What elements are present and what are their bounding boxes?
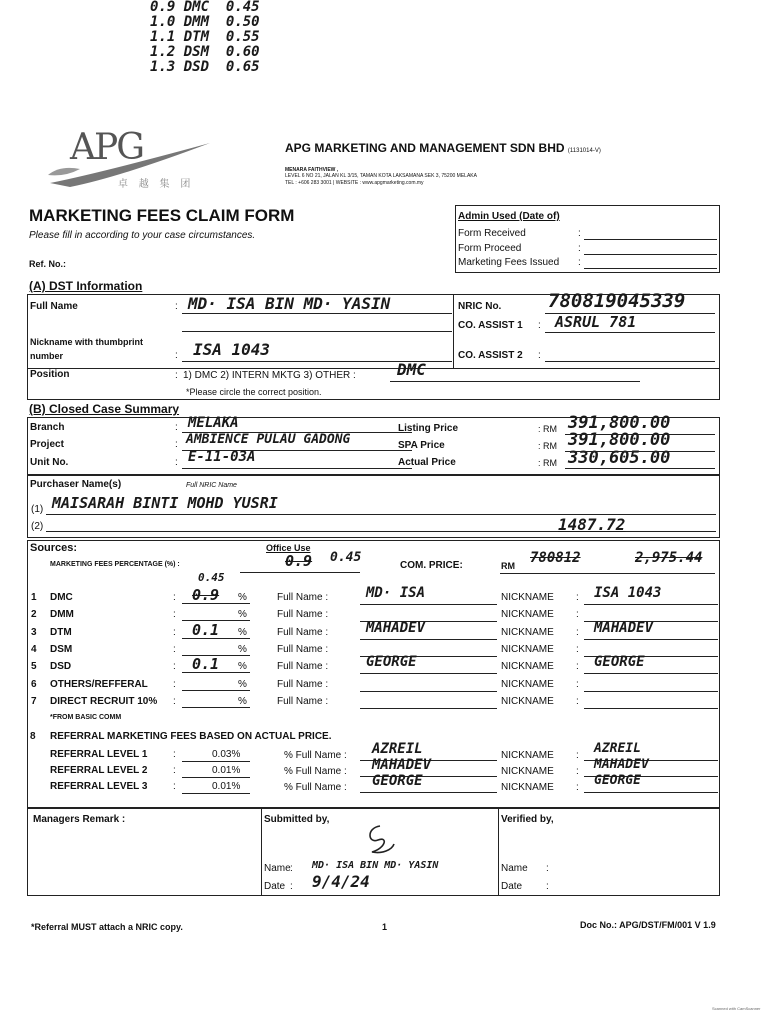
source-fullname-label: Full Name : bbox=[277, 592, 329, 603]
pct-sign: % bbox=[238, 609, 247, 620]
full-name-value: MD· ISA BIN MD· YASIN bbox=[188, 294, 391, 313]
top-notes bbox=[150, 0, 260, 75]
source-fullname-value: MD· ISA bbox=[366, 585, 426, 601]
purchaser-2-label: (2) bbox=[31, 521, 44, 532]
source-role: DSM bbox=[50, 644, 73, 655]
admin-fees-issued: Marketing Fees Issued bbox=[458, 257, 560, 268]
co-assist-2-label: CO. ASSIST 2 bbox=[458, 350, 523, 361]
pct-sign: % bbox=[238, 696, 247, 707]
nickname-label: Nickname with thumbprint number bbox=[30, 337, 144, 361]
source-number: 1 bbox=[31, 592, 37, 603]
rm-label: RM bbox=[543, 441, 558, 451]
nric-value: 780819045339 bbox=[548, 290, 686, 312]
purchaser-1-label: (1) bbox=[31, 504, 44, 515]
referral-nickname-value: AZREIL bbox=[594, 741, 641, 756]
referral-fullname-label: % Full Name : bbox=[284, 766, 347, 777]
com-price-label: COM. PRICE: bbox=[400, 560, 463, 571]
basic-comm-note: *FROM BASIC COMM bbox=[50, 714, 122, 721]
nickname-value: ISA 1043 bbox=[193, 340, 271, 359]
source-fullname-value: GEORGE bbox=[366, 654, 417, 670]
actual-price-label: Actual Price bbox=[398, 457, 456, 468]
submitted-date-value: 9/4/24 bbox=[312, 872, 370, 891]
source-number: 7 bbox=[31, 696, 37, 707]
project-value: AMBIENCE PULAU GADONG bbox=[186, 432, 351, 447]
unit-label: Unit No. bbox=[30, 457, 69, 468]
source-nickname-label: NICKNAME bbox=[501, 679, 554, 690]
source-pct-value: 0.1 bbox=[192, 621, 220, 639]
source-nickname-label: NICKNAME bbox=[501, 627, 554, 638]
com-price-new: 2,975.44 bbox=[635, 550, 703, 566]
company-name: APG MARKETING AND MANAGEMENT SDN BHD (1131014-V) bbox=[285, 141, 601, 155]
company-address-2: LEVEL 6 NO 21, JALAN KL 3/15, TAMAN KOTA LAKSAMANA SEK 3, 75200 MELAKA bbox=[285, 173, 477, 179]
top-note-line: 1.3 DSD 0.65 bbox=[150, 59, 260, 75]
verified-by-label: Verified by, bbox=[501, 814, 554, 825]
office-use-label: Office Use bbox=[266, 543, 311, 553]
co-assist-1-value: ASRUL 781 bbox=[555, 313, 637, 331]
unit-value: E-11-03A bbox=[188, 449, 256, 465]
referral-fullname-value: GEORGE bbox=[372, 773, 423, 789]
spa-price-label: SPA Price bbox=[398, 440, 445, 451]
source-pct-value: 0.9 bbox=[192, 586, 220, 604]
pct-old-value: 0.9 bbox=[285, 552, 313, 570]
admin-form-received: Form Received bbox=[458, 228, 526, 239]
verified-date-label: Date bbox=[501, 881, 523, 892]
pct-label: MARKETING FEES PERCENTAGE (%) : bbox=[50, 561, 180, 568]
spa-price-value: 391,800.00 bbox=[568, 430, 671, 450]
submitted-date-label: Date bbox=[264, 881, 286, 892]
source-number: 3 bbox=[31, 627, 37, 638]
admin-title: Admin Used (Date of) bbox=[458, 211, 560, 222]
submitted-name-value: MD· ISA BIN MD· YASIN bbox=[312, 860, 439, 871]
source-number: 6 bbox=[31, 679, 37, 690]
pct-under-value: 0.45 bbox=[198, 571, 225, 584]
referral-fullname-label: % Full Name : bbox=[284, 782, 347, 793]
signature-icon bbox=[360, 820, 400, 860]
page-number: 1 bbox=[382, 922, 388, 932]
source-nickname-label: NICKNAME bbox=[501, 592, 554, 603]
source-fullname-label: Full Name : bbox=[277, 609, 329, 620]
pct-new-value: 0.45 bbox=[330, 550, 362, 565]
referral-pct-value: 0.01% bbox=[212, 765, 241, 776]
rm-label: RM bbox=[543, 458, 558, 468]
source-role: DMC bbox=[50, 592, 73, 603]
referral-level-label: REFERRAL LEVEL 1 bbox=[50, 749, 148, 760]
footer-note: *Referral MUST attach a NRIC copy. bbox=[31, 922, 183, 932]
dst-heading: (A) DST Information bbox=[29, 279, 143, 293]
actual-price-value: 330,605.00 bbox=[568, 448, 671, 468]
submitted-by-label: Submitted by, bbox=[264, 814, 330, 825]
top-note-line: 0.9 DMC 0.45 bbox=[150, 0, 260, 15]
managers-remark-label: Managers Remark : bbox=[33, 814, 126, 825]
source-nickname-label: NICKNAME bbox=[501, 661, 554, 672]
referral-pct-value: 0.03% bbox=[212, 749, 241, 760]
referral-nickname-value: MAHADEV bbox=[594, 757, 649, 772]
company-address-1: MENARA FAITHVIEW , bbox=[285, 167, 339, 173]
project-label: Project bbox=[30, 439, 64, 450]
referral-nickname-label: NICKNAME bbox=[501, 750, 554, 761]
source-role: DIRECT RECRUIT 10% bbox=[50, 696, 158, 707]
position-options: 1) DMC 2) INTERN MKTG 3) OTHER : bbox=[183, 370, 356, 381]
verified-name-label: Name bbox=[501, 863, 528, 874]
referral-fullname-value: MAHADEV bbox=[372, 757, 432, 773]
source-nickname-value: GEORGE bbox=[594, 654, 645, 670]
referral-level-label: REFERRAL LEVEL 3 bbox=[50, 781, 148, 792]
source-nickname-label: NICKNAME bbox=[501, 644, 554, 655]
top-note-line: 1.2 DSM 0.60 bbox=[150, 44, 260, 60]
source-fullname-label: Full Name : bbox=[277, 627, 329, 638]
source-fullname-value: MAHADEV bbox=[366, 620, 426, 636]
source-role: DSD bbox=[50, 661, 72, 672]
admin-box: Admin Used (Date of) Form Received Form Proceed Marketing Fees Issued : : : bbox=[455, 205, 720, 273]
purchaser-label: Purchaser Name(s) bbox=[30, 479, 122, 490]
source-nickname-label: NICKNAME bbox=[501, 696, 554, 707]
pct-sign: % bbox=[238, 679, 247, 690]
referral-heading: REFERRAL MARKETING FEES BASED ON ACTUAL PRICE. bbox=[50, 731, 332, 742]
com-price-old: 780812 bbox=[530, 550, 581, 566]
nric-label: NRIC No. bbox=[458, 301, 502, 312]
position-other-value: DMC bbox=[397, 360, 426, 379]
referral-fullname-label: % Full Name : bbox=[284, 750, 347, 761]
listing-price-label: Listing Price bbox=[398, 423, 459, 434]
referral-pct-value: 0.01% bbox=[212, 781, 241, 792]
source-number: 5 bbox=[31, 661, 37, 672]
source-pct-value: 0.1 bbox=[192, 655, 220, 673]
purchaser-note: Full NRIC Name bbox=[186, 482, 237, 489]
admin-line bbox=[584, 268, 717, 269]
top-note-line: 1.0 DMM 0.50 bbox=[150, 14, 260, 30]
referral-level-label: REFERRAL LEVEL 2 bbox=[50, 765, 148, 776]
co-assist-1-label: CO. ASSIST 1 bbox=[458, 320, 523, 331]
company-address-3: TEL : +606 283 3001 | WEBSITE : www.apgmarketing.com.my bbox=[285, 180, 424, 186]
purchaser-1-value: MAISARAH BINTI MOHD YUSRI bbox=[52, 494, 278, 512]
source-fullname-label: Full Name : bbox=[277, 661, 329, 672]
top-note-line: 1.1 DTM 0.55 bbox=[150, 29, 260, 45]
pct-sign: % bbox=[238, 661, 247, 672]
submitted-name-label: Name bbox=[264, 863, 291, 874]
pct-sign: % bbox=[238, 644, 247, 655]
pct-sign: % bbox=[238, 592, 247, 603]
ref-no-label: Ref. No.: bbox=[29, 259, 66, 269]
referral-nickname-value: GEORGE bbox=[594, 773, 641, 788]
position-note: *Please circle the correct position. bbox=[186, 387, 322, 397]
admin-line bbox=[584, 254, 717, 255]
scanner-watermark: Scanned with CamScanner bbox=[712, 1006, 761, 1011]
branch-value: MELAKA bbox=[188, 415, 239, 431]
closed-heading: (B) Closed Case Summary bbox=[29, 402, 180, 416]
source-role: DMM bbox=[50, 609, 74, 620]
source-number: 2 bbox=[31, 609, 37, 620]
source-fullname-label: Full Name : bbox=[277, 644, 329, 655]
branch-label: Branch bbox=[30, 422, 65, 433]
com-rm-label: RM bbox=[501, 561, 515, 571]
referral-number: 8 bbox=[30, 731, 36, 742]
source-role: OTHERS/REFFERAL bbox=[50, 679, 148, 690]
logo-chinese: 卓 越 集 团 bbox=[118, 179, 195, 190]
form-subtitle: Please fill in according to your case circumstances. bbox=[29, 230, 256, 241]
source-fullname-label: Full Name : bbox=[277, 679, 329, 690]
company-logo bbox=[40, 125, 220, 195]
source-nickname-value: ISA 1043 bbox=[594, 585, 662, 601]
doc-number: Doc No.: APG/DST/FM/001 V 1.9 bbox=[580, 920, 716, 930]
source-nickname-value: MAHADEV bbox=[594, 620, 654, 636]
logo-text: APG bbox=[70, 127, 143, 168]
pct-sign: % bbox=[238, 627, 247, 638]
source-nickname-label: NICKNAME bbox=[501, 609, 554, 620]
full-name-label: Full Name bbox=[30, 301, 78, 312]
referral-fullname-value: AZREIL bbox=[372, 741, 423, 757]
purchaser-figure: 1487.72 bbox=[558, 515, 626, 534]
source-role: DTM bbox=[50, 627, 72, 638]
referral-nickname-label: NICKNAME bbox=[501, 766, 554, 777]
source-fullname-label: Full Name : bbox=[277, 696, 329, 707]
sources-heading: Sources: bbox=[30, 542, 78, 554]
form-title: MARKETING FEES CLAIM FORM bbox=[29, 206, 295, 225]
position-label: Position bbox=[30, 369, 70, 380]
rm-label: RM bbox=[543, 424, 558, 434]
admin-line bbox=[584, 239, 717, 240]
admin-form-proceed: Form Proceed bbox=[458, 243, 522, 254]
source-number: 4 bbox=[31, 644, 37, 655]
listing-price-value: 391,800.00 bbox=[568, 413, 671, 433]
referral-nickname-label: NICKNAME bbox=[501, 782, 554, 793]
